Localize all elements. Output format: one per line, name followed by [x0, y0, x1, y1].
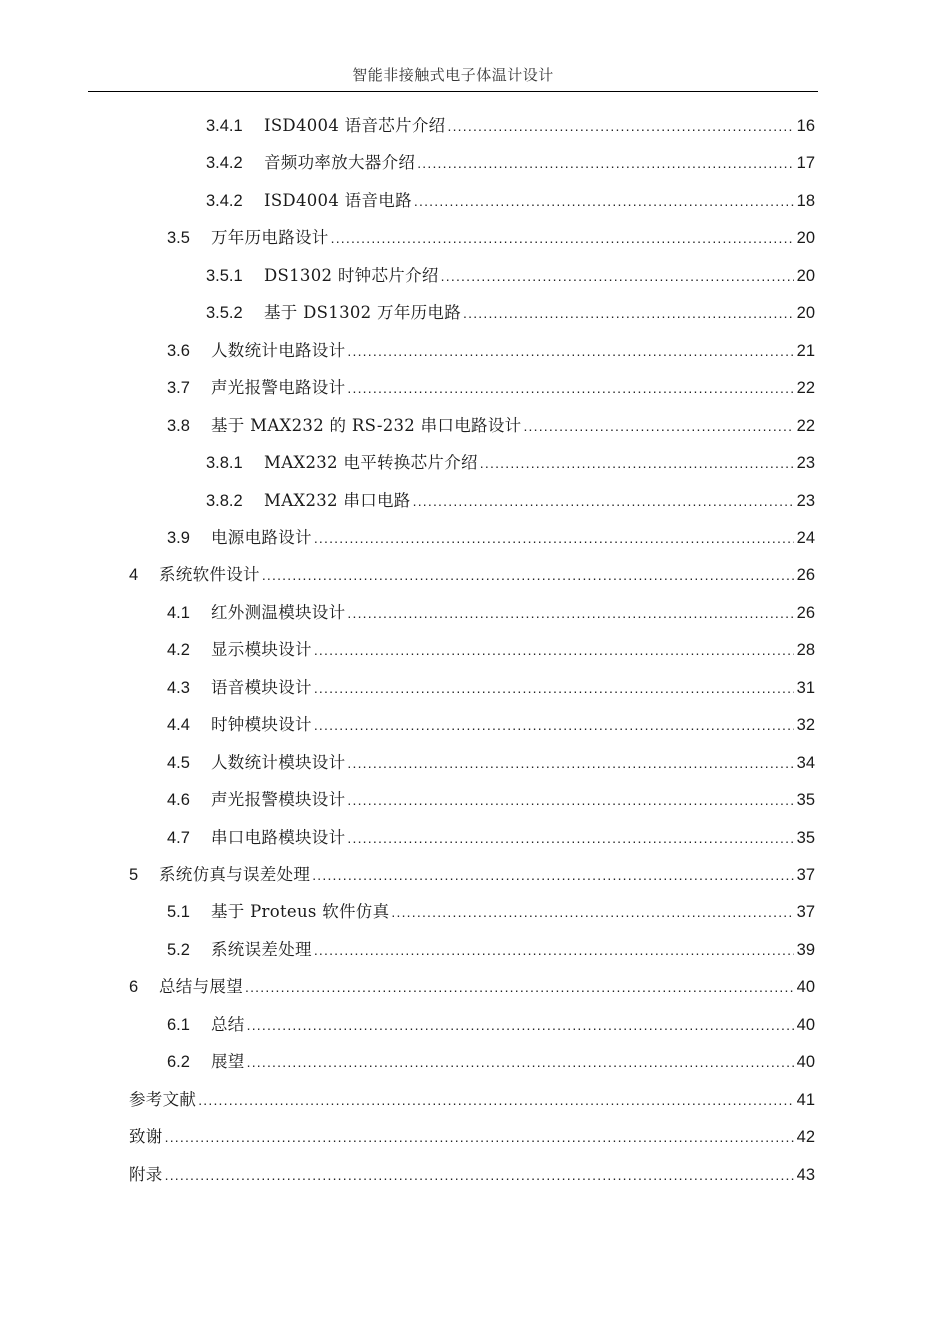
toc-entry[interactable]: [167, 225, 815, 251]
toc-entry-page: 20: [796, 267, 815, 285]
toc-entry-title: 声光报警电路设计: [211, 378, 346, 397]
toc-entry-title: 人数统计电路设计: [211, 341, 346, 360]
toc-dot-leader: [245, 974, 794, 1000]
toc-dot-leader: [247, 1012, 794, 1038]
header-divider: [88, 91, 818, 92]
toc-entry-title: 声光报警模块设计: [211, 790, 346, 809]
toc-dot-leader: [314, 637, 794, 663]
toc-dot-leader: [347, 750, 793, 776]
toc-dot-leader: [448, 113, 794, 139]
toc-entry-page: 34: [796, 754, 815, 772]
toc-entry-number: 3.5: [167, 229, 190, 247]
toc-entry-title: 音频功率放大器介绍: [264, 153, 416, 172]
toc-entry-title: 基于 MAX232 的 RS-232 串口电路设计: [211, 416, 522, 435]
toc-entry-page: 22: [796, 379, 815, 397]
toc-entry-title: ISD4004 语音芯片介绍: [264, 116, 446, 135]
toc-entry-title: 人数统计模块设计: [211, 753, 346, 772]
toc-entry[interactable]: [167, 1012, 815, 1038]
toc-entry-number: 4.1: [167, 604, 190, 622]
toc-dot-leader: [312, 862, 793, 888]
toc-entry-number: 4.7: [167, 829, 190, 847]
toc-entry-page: 35: [796, 829, 815, 847]
toc-entry-title: 基于 Proteus 软件仿真: [211, 902, 390, 921]
toc-entry[interactable]: [129, 862, 815, 888]
page-header-title: 智能非接触式电子体温计设计: [352, 66, 554, 84]
toc-entry-title: 系统软件设计: [159, 565, 260, 584]
toc-entry[interactable]: [129, 1124, 815, 1150]
toc-entry-page: 43: [796, 1166, 815, 1184]
toc-entry-title: 万年历电路设计: [211, 228, 329, 247]
toc-dot-leader: [247, 1049, 794, 1075]
toc-entry-page: 37: [796, 866, 815, 884]
toc-entry-page: 23: [796, 492, 815, 510]
toc-entry-number: 6.2: [167, 1053, 190, 1071]
toc-entry-title: 时钟模块设计: [211, 715, 312, 734]
toc-entry[interactable]: [167, 525, 815, 551]
toc-entry-number: 3.9: [167, 529, 190, 547]
toc-entry-number: 3.5.2: [206, 304, 243, 322]
toc-entry[interactable]: [167, 375, 815, 401]
toc-entry-page: 40: [796, 978, 815, 996]
toc-entry[interactable]: [167, 338, 815, 364]
toc-entry-number: 4.3: [167, 679, 190, 697]
toc-entry-number: 4.4: [167, 716, 190, 734]
toc-entry-title: 电源电路设计: [211, 528, 312, 547]
toc-entry-number: 3.4.1: [206, 117, 243, 135]
toc-entry[interactable]: [167, 825, 815, 851]
toc-entry-number: 3.4.2: [206, 192, 243, 210]
toc-entry[interactable]: [206, 188, 815, 214]
toc-entry-title: 总结: [211, 1015, 245, 1034]
toc-entry-number: 4.2: [167, 641, 190, 659]
toc-dot-leader: [413, 488, 794, 514]
toc-entry-title: 显示模块设计: [211, 640, 312, 659]
toc-entry[interactable]: [129, 562, 815, 588]
toc-entry-title: 基于 DS1302 万年历电路: [264, 303, 462, 322]
toc-entry-number: 4: [129, 566, 139, 584]
toc-entry-title: 致谢: [129, 1127, 163, 1146]
toc-entry-page: 42: [796, 1128, 815, 1146]
toc-entry-number: 3.8.2: [206, 492, 243, 510]
toc-entry-number: 5.2: [167, 941, 190, 959]
toc-entry-number: 5.1: [167, 903, 190, 921]
toc-entry-page: 31: [796, 679, 815, 697]
toc-dot-leader: [347, 338, 793, 364]
toc-entry-number: 3.5.1: [206, 267, 243, 285]
toc-entry[interactable]: [167, 750, 815, 776]
toc-entry-page: 37: [796, 903, 815, 921]
toc-dot-leader: [347, 825, 793, 851]
toc-dot-leader: [414, 188, 794, 214]
toc-entry-page: 32: [796, 716, 815, 734]
toc-entry-page: 20: [796, 304, 815, 322]
toc-entry-number: 3.8: [167, 417, 190, 435]
toc-entry-title: MAX232 串口电路: [264, 491, 411, 510]
toc-dot-leader: [523, 413, 793, 439]
toc-entry-title: 总结与展望: [159, 977, 243, 996]
toc-entry-title: 展望: [211, 1052, 245, 1071]
toc-entry-title: 系统误差处理: [211, 940, 312, 959]
toc-entry-page: 22: [796, 417, 815, 435]
toc-entry-number: 5: [129, 866, 139, 884]
toc-entry-number: 3.4.2: [206, 154, 243, 172]
toc-dot-leader: [198, 1087, 793, 1113]
toc-entry[interactable]: [167, 712, 815, 738]
toc-entry-number: 6: [129, 978, 139, 996]
toc-entry-title: 系统仿真与误差处理: [159, 865, 311, 884]
toc-entry-page: 28: [796, 641, 815, 659]
toc-entry-title: MAX232 电平转换芯片介绍: [264, 453, 478, 472]
toc-entry-page: 39: [796, 941, 815, 959]
toc-dot-leader: [314, 525, 794, 551]
toc-entry-page: 26: [796, 566, 815, 584]
toc-entry-number: 4.6: [167, 791, 190, 809]
toc-entry[interactable]: [129, 1162, 815, 1188]
toc-entry[interactable]: [129, 1087, 815, 1113]
toc-entry-number: 4.5: [167, 754, 190, 772]
toc-entry[interactable]: [206, 113, 815, 139]
toc-entry-page: 35: [796, 791, 815, 809]
toc-entry-page: 41: [796, 1091, 815, 1109]
toc-dot-leader: [165, 1162, 794, 1188]
toc-dot-leader: [417, 150, 793, 176]
toc-entry-page: 16: [796, 117, 815, 135]
toc-entry-page: 24: [796, 529, 815, 547]
toc-entry-title: ISD4004 语音电路: [264, 191, 412, 210]
toc-entry-title: 串口电路模块设计: [211, 828, 346, 847]
toc-entry-title: DS1302 时钟芯片介绍: [264, 266, 439, 285]
toc-entry[interactable]: [206, 450, 815, 476]
toc-entry-page: 26: [796, 604, 815, 622]
toc-entry-page: 21: [796, 342, 815, 360]
toc-entry[interactable]: [206, 263, 815, 289]
toc-entry-number: 6.1: [167, 1016, 190, 1034]
toc-entry-number: 3.8.1: [206, 454, 243, 472]
toc-entry-page: 17: [796, 154, 815, 172]
toc-entry-title: 语音模块设计: [211, 678, 312, 697]
toc-entry-title: 红外测温模块设计: [211, 603, 346, 622]
toc-entry-page: 40: [796, 1016, 815, 1034]
toc-entry[interactable]: [206, 488, 815, 514]
toc-entry-title: 参考文献: [129, 1090, 197, 1109]
toc-entry-page: 23: [796, 454, 815, 472]
toc-entry[interactable]: [129, 974, 815, 1000]
toc-dot-leader: [441, 263, 794, 289]
toc-dot-leader: [480, 450, 794, 476]
toc-entry[interactable]: [167, 937, 815, 963]
toc-dot-leader: [314, 675, 794, 701]
toc-dot-leader: [347, 600, 793, 626]
toc-dot-leader: [463, 300, 794, 326]
toc-dot-leader: [331, 225, 794, 251]
toc-entry[interactable]: [206, 150, 815, 176]
toc-entry-number: 3.6: [167, 342, 190, 360]
toc-dot-leader: [314, 937, 794, 963]
toc-entry-title: 附录: [129, 1165, 163, 1184]
toc-dot-leader: [314, 712, 794, 738]
toc-dot-leader: [262, 562, 794, 588]
toc-dot-leader: [347, 375, 793, 401]
toc-entry[interactable]: [167, 899, 815, 925]
toc-entry[interactable]: [167, 787, 815, 813]
toc-entry[interactable]: [167, 675, 815, 701]
toc-entry[interactable]: [206, 300, 815, 326]
toc-entry-page: 40: [796, 1053, 815, 1071]
toc-entry-page: 18: [796, 192, 815, 210]
toc-entry-page: 20: [796, 229, 815, 247]
toc-dot-leader: [391, 899, 793, 925]
toc-entry[interactable]: [167, 637, 815, 663]
toc-entry[interactable]: [167, 413, 815, 439]
toc-entry-number: 3.7: [167, 379, 190, 397]
toc-dot-leader: [347, 787, 793, 813]
toc-entry[interactable]: [167, 1049, 815, 1075]
toc-entry[interactable]: [167, 600, 815, 626]
toc-dot-leader: [165, 1124, 794, 1150]
